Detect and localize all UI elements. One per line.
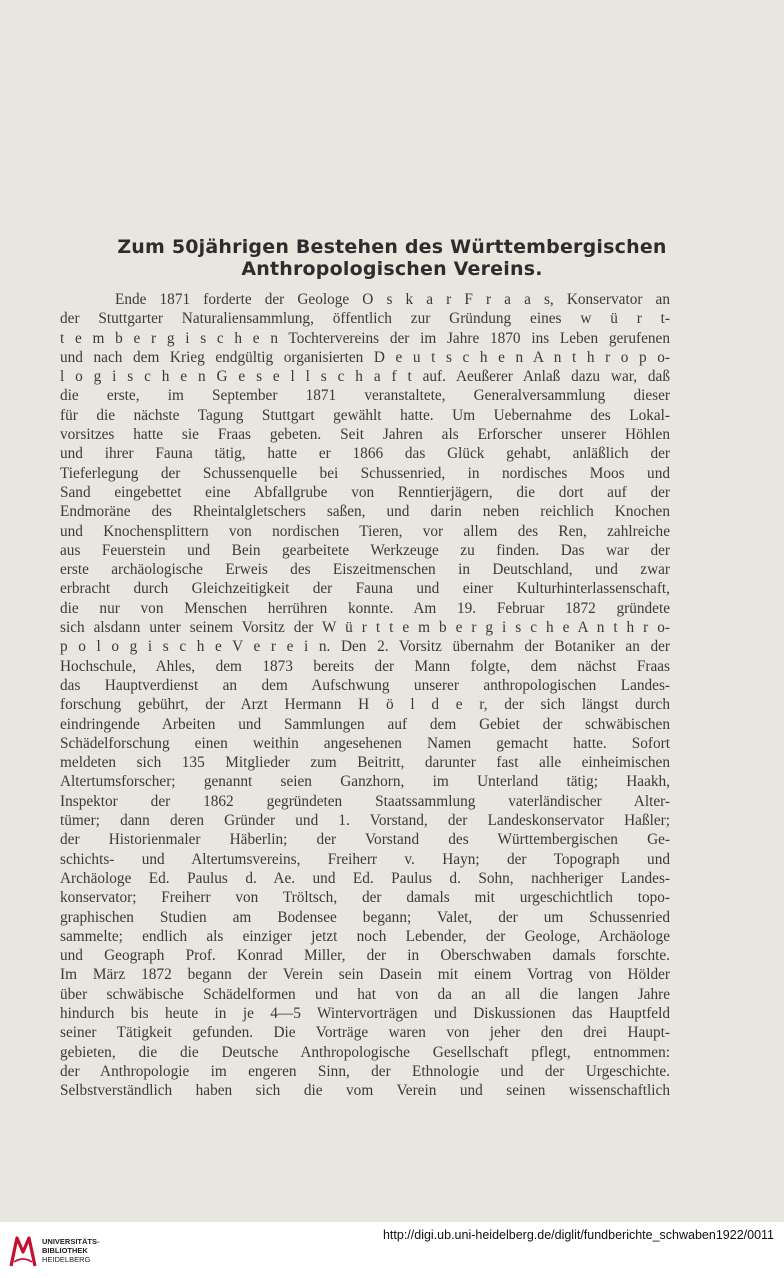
logo-line: BIBLIOTHEK — [42, 1246, 88, 1255]
text-line: Inspektor der 1862 gegründeten Staatssammlung vaterländischer Alter- — [60, 792, 670, 810]
article-body — [60, 290, 670, 1100]
text-line: hindurch bis heute in je 4—5 Wintervorträgen und Diskussionen das Hauptfeld — [60, 1004, 670, 1022]
text-line: die erste, im September 1871 veranstaltete, Generalversammlung dieser — [60, 387, 670, 405]
text-line: Schädelforschung einen weithin angesehenen Namen gemacht hatte. Sofort — [60, 734, 670, 752]
text-line: der Stuttgarter Naturaliensammlung, öffentlich zur Gründung eines w ü r t- — [60, 310, 670, 328]
text-line: Ende 1871 forderte der Geologe O s k a r F r a a s, Konservator an — [115, 291, 670, 308]
university-seal-icon — [8, 1232, 38, 1268]
text-line: sich alsdann unter seinem Vorsitz der W ü r t t e m b e r g i s c h e A n t h r o- — [60, 619, 670, 637]
library-name — [42, 1237, 100, 1264]
text-line: sammelte; endlich als einziger jetzt noch Lebender, der Geologe, Archäologe — [60, 927, 670, 945]
logo-line: UNIVERSITÄTS- — [42, 1237, 100, 1246]
text-line: über schwäbische Schädelformen und hat von da an all die langen Jahre — [60, 985, 670, 1003]
text-line: l o g i s c h e n G e s e l l s c h a f t auf. Aeußerer Anlaß dazu war, daß — [60, 368, 670, 386]
library-logo — [8, 1232, 128, 1270]
title-line: Anthropologischen Vereins. — [241, 258, 543, 280]
text-line: konservator; Freiherr von Tröltsch, der damals mit urgeschichtlich topo- — [60, 889, 670, 907]
text-line: graphischen Studien am Bodensee begann; Valet, der um Schussenried — [60, 908, 670, 926]
text-line: Sand eingebettet eine Abfallgrube von Renntierjägern, die dort auf der — [60, 483, 670, 501]
text-line: und Geograph Prof. Konrad Miller, der in Oberschwaben damals forschte. — [60, 947, 670, 965]
text-line: schichts- und Altertumsvereins, Freiherr v. Hayn; der Topograph und — [60, 850, 670, 868]
text-line: seiner Tätigkeit gefunden. Die Vorträge waren von jeher den drei Haupt- — [60, 1024, 670, 1042]
text-line: und ihrer Fauna tätig, hatte er 1866 das Glück gehabt, anläßlich der — [60, 445, 670, 463]
text-line: forschung gebührt, der Arzt Hermann H ö l d e r, der sich längst durch — [60, 696, 670, 714]
text-line: Hochschule, Ahles, dem 1873 bereits der Mann folgte, dem nächst Fraas — [60, 657, 670, 675]
text-line: das Hauptverdienst an dem Aufschwung unserer anthropologischen Landes- — [60, 676, 670, 694]
text-line: t e m b e r g i s c h e n Tochtervereins der im Jahre 1870 ins Leben gerufenen — [60, 329, 670, 347]
text-line: Archäologe Ed. Paulus d. Ae. und Ed. Paulus d. Sohn, nachheriger Landes- — [60, 869, 670, 887]
text-line: vorsitzes hatte sie Fraas gebeten. Seit Jahren als Erforscher unserer Höhlen — [60, 426, 670, 444]
text-line: meldeten sich 135 Mitglieder zum Beitritt, darunter fast alle einheimischen — [60, 754, 670, 772]
title-line: Zum 50jährigen Bestehen des Württembergischen — [117, 236, 667, 258]
text-line: erbracht durch Gleichzeitigkeit der Fauna und einer Kulturhinterlassenschaft, — [60, 580, 670, 598]
source-url-link[interactable]: http://digi.ub.uni-heidelberg.de/diglit/fundberichte_schwaben1922/0011 — [382, 1228, 774, 1242]
text-line: Selbstverständlich haben sich die vom Verein und seinen wissenschaftlich — [60, 1082, 670, 1100]
text-line: und nach dem Krieg endgültig organisierten D e u t s c h e n A n t h r o p o- — [60, 348, 670, 366]
text-line: Tieferlegung der Schussenquelle bei Schussenried, in nordisches Moos und — [60, 464, 670, 482]
text-line: und Knochensplittern von nordischen Tieren, vor allem des Ren, zahlreiche — [60, 522, 670, 540]
text-line: tümer; dann deren Gründer und 1. Vorstand, der Landeskonservator Haßler; — [60, 812, 670, 830]
text-line: erste archäologische Erweis des Eiszeitmenschen in Deutschland, und zwar — [60, 561, 670, 579]
text-line: eindringende Arbeiten und Sammlungen auf dem Gebiet der schwäbischen — [60, 715, 670, 733]
text-line: Altertumsforscher; genannt seien Ganzhorn, im Unterland tätig; Haakh, — [60, 773, 670, 791]
text-line: für die nächste Tagung Stuttgart gewählt hatte. Um Uebernahme des Lokal- — [60, 406, 670, 424]
text-line: der Anthropologie im engeren Sinn, der Ethnologie und der Urgeschichte. — [60, 1062, 670, 1080]
text-line: die nur von Menschen herrühren konnte. Am 19. Februar 1872 gründete — [60, 599, 670, 617]
text-line: p o l o g i s c h e V e r e i n. Den 2. Vorsitz übernahm der Botaniker an der — [60, 638, 670, 656]
text-line: Endmoräne des Rheintalgletschers saßen, und darin neben reichlich Knochen — [60, 503, 670, 521]
article-title — [60, 236, 724, 280]
logo-line: HEIDELBERG — [42, 1255, 91, 1264]
text-line: der Historienmaler Häberlin; der Vorstand des Württembergischen Ge- — [60, 831, 670, 849]
text-line: Im März 1872 begann der Verein sein Dasein mit einem Vortrag von Hölder — [60, 966, 670, 984]
text-line: gebieten, die die Deutsche Anthropologische Gesellschaft pflegt, entnommen: — [60, 1043, 670, 1061]
text-line: aus Feuerstein und Bein gearbeitete Werkzeuge zu finden. Das war der — [60, 541, 670, 559]
